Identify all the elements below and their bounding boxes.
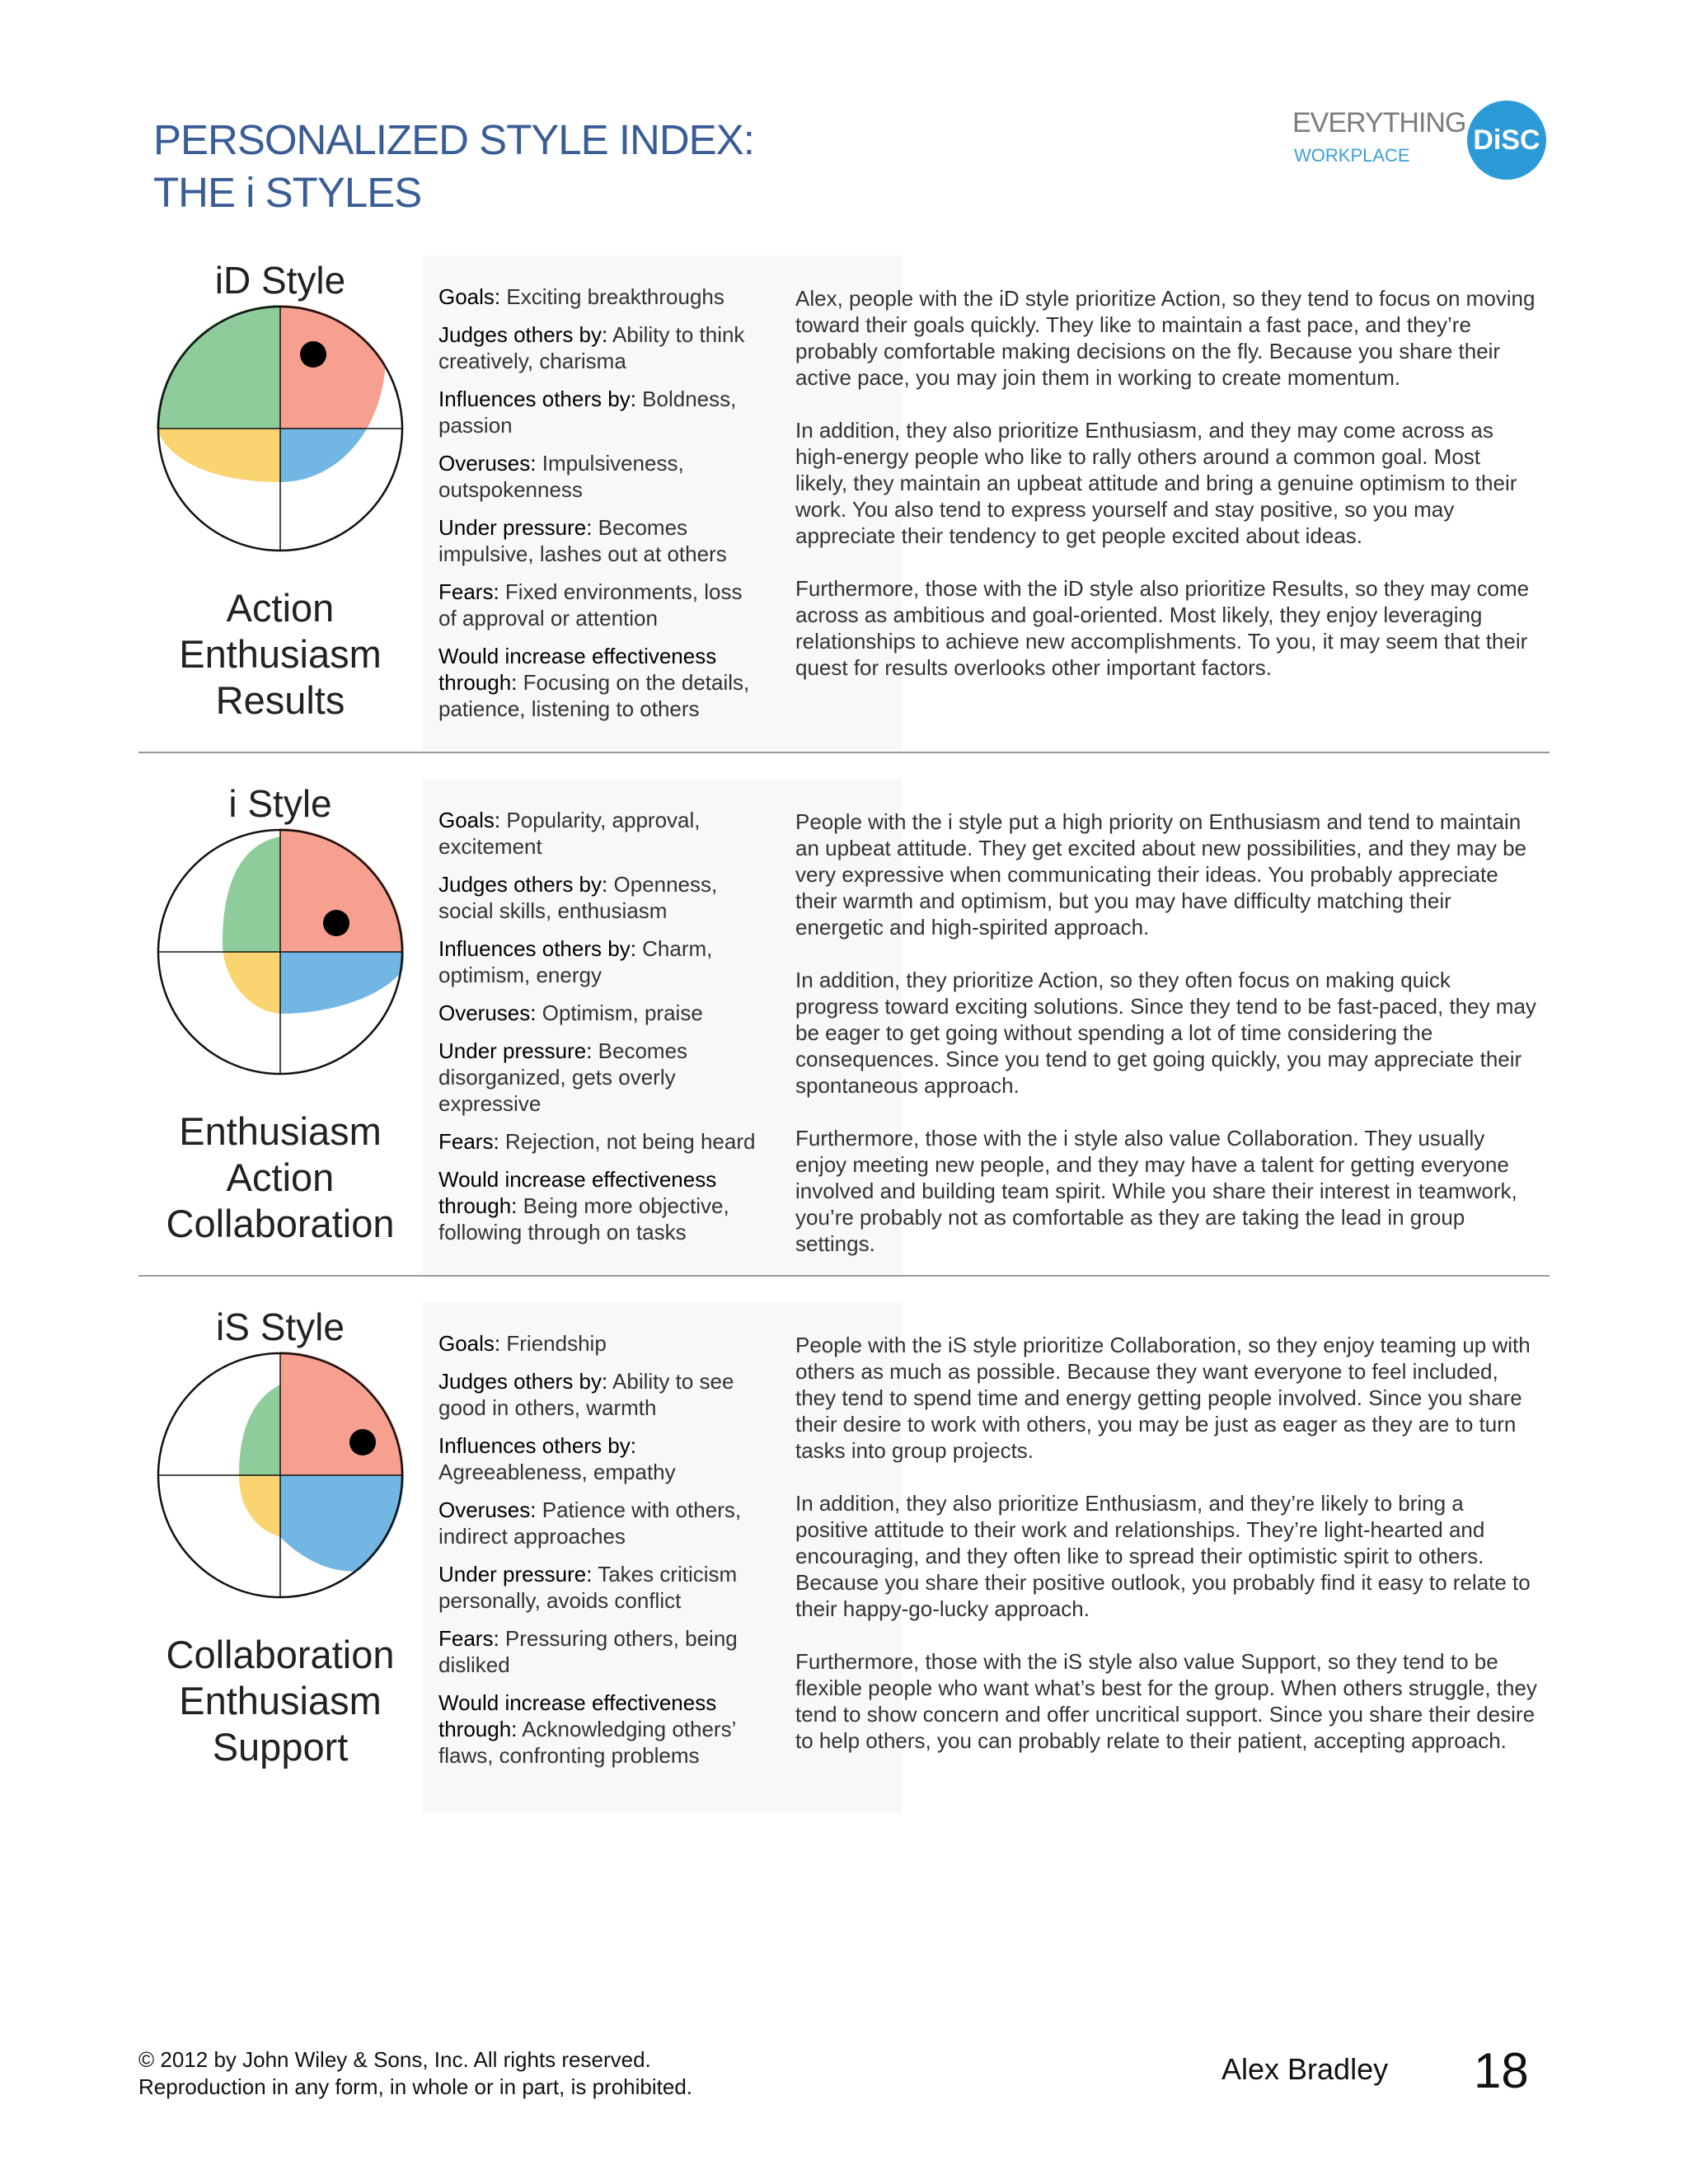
page-number: 18	[1474, 2043, 1529, 2098]
page-title	[153, 114, 754, 219]
description-paragraph: Furthermore, those with the i style also value Collaboration. They usually enjoy meeting new people, and they may have a talent for getting everyone involved and building team spirit. While you share their interest in teamwork, you’re probably not as comfortable as they are taking the lead in group settings.	[795, 1126, 1517, 1256]
section-divider	[138, 752, 1550, 753]
report-owner-name: Alex Bradley	[1221, 2052, 1389, 2086]
priority-list	[138, 1632, 422, 1770]
style-name: i Style	[228, 782, 332, 825]
priority-item: Enthusiasm	[179, 1109, 382, 1153]
attribute-overuses: Overuses: Optimism, praise	[438, 1001, 703, 1025]
attribute-influences: Influences others by: Charm, optimism, energy	[438, 936, 713, 987]
description-paragraph: People with the iS style prioritize Collaboration, so they enjoy teaming up with others as much as possible. Because they want everyone to feel included, they tend to spend time and energy getting people involved. Since you share their desire to work with others, you may be just as eager as they are to turn tasks into group projects.	[795, 1333, 1531, 1463]
attribute-effectiveness: Would increase effectiveness through: Focusing on the details, patience, listening to others	[438, 644, 750, 721]
description-paragraph: In addition, they prioritize Action, so they often focus on making quick progress toward exciting solutions. Since they tend to be fast-paced, they may be eager to get going without spending a lot of time considering the consequences. Since you tend to get going quickly, you may appreciate their spontaneous approach.	[795, 968, 1536, 1098]
style-description	[795, 285, 1537, 707]
copyright-notice	[138, 2046, 692, 2101]
style-section-i	[138, 779, 1550, 1273]
page-title-line2: THE i STYLES	[153, 169, 422, 216]
description-paragraph: Furthermore, those with the iD style also prioritize Results, so they may come across as ambitious and goal-oriented. Most likely, they enjoy leveraging relationships to achieve new accomplishments. To you, it may seem that their quest for results overlooks other important factors.	[795, 576, 1530, 680]
description-paragraph: In addition, they also prioritize Enthusiasm, and they’re likely to bring a positive attitude to their work and relationships. They’re light-hearted and encouraging, and they often like to spread their optimistic spirit to others. Because you share their positive outlook, you probably find it easy to relate to their happy-go-lucky approach.	[795, 1491, 1531, 1621]
style-summary	[138, 1302, 422, 1813]
priority-item: Enthusiasm	[179, 1679, 382, 1722]
priority-item: Enthusiasm	[179, 632, 382, 676]
style-section-is	[138, 1302, 1550, 1813]
attribute-under-pressure: Under pressure: Becomes impulsive, lashes out at others	[438, 515, 727, 566]
disc-dial-icon	[157, 1352, 404, 1599]
dial-dot	[323, 910, 349, 936]
disc-dial-icon	[157, 305, 404, 552]
description-paragraph: In addition, they also prioritize Enthusiasm, and they may come across as high-energy people who like to rally others around a common goal. Most likely, they maintain an upbeat attitude and bring a genuine optimism to their work. You also tend to express yourself and stay positive, so you may appreciate their tendency to get people excited about ideas.	[795, 418, 1517, 548]
style-name: iS Style	[216, 1305, 345, 1348]
attribute-effectiveness: Would increase effectiveness through: Acknowledging others’ flaws, confronting problems	[438, 1690, 736, 1768]
attribute-overuses: Overuses: Impulsiveness, outspokenness	[438, 451, 684, 502]
copyright-line: Reproduction in any form, in whole or in part, is prohibited.	[138, 2074, 693, 2099]
attribute-judges: Judges others by: Openness, social skills, enthusiasm	[438, 872, 718, 923]
priority-item: Collaboration	[166, 1633, 395, 1676]
disc-dial-icon	[157, 828, 404, 1076]
copyright-line: © 2012 by John Wiley & Sons, Inc. All rights reserved.	[138, 2047, 651, 2072]
attribute-fears: Fears: Pressuring others, being disliked	[438, 1626, 738, 1677]
description-paragraph: People with the i style put a high priority on Enthusiasm and tend to maintain an upbeat attitude. They get excited about new possibilities, and they may be very expressive when communicating their ideas. You probably appreciate their warmth and optimism, but you may have difficulty matching their energetic and high-spirited approach.	[795, 809, 1526, 940]
priority-item: Action	[226, 586, 335, 630]
style-summary	[138, 779, 422, 1273]
attribute-influences: Influences others by: Boldness, passion	[438, 387, 737, 438]
attribute-under-pressure: Under pressure: Takes criticism personally, avoids conflict	[438, 1562, 738, 1613]
section-divider	[138, 1275, 1550, 1277]
logo-text: EVERYTHING	[1292, 107, 1466, 138]
attribute-fears: Fears: Rejection, not being heard	[438, 1129, 756, 1154]
attribute-influences: Influences others by: Agreeableness, empathy	[438, 1433, 676, 1484]
priority-list	[138, 1108, 422, 1247]
description-paragraph: Furthermore, those with the iS style also value Support, so they tend to be flexible people who want what’s best for the group. When others struggle, they tend to show concern and offer uncritical support. Since you share their desire to help others, you can probably relate to their patient, accepting approach.	[795, 1649, 1537, 1753]
attribute-goals: Goals: Friendship	[438, 1331, 607, 1356]
priority-item: Action	[226, 1155, 335, 1199]
attribute-fears: Fears: Fixed environments, loss of approval or attention	[438, 579, 743, 630]
style-description	[795, 1332, 1537, 1780]
attribute-judges: Judges others by: Ability to see good in others, warmth	[438, 1369, 734, 1420]
logo-subtext: WORKPLACE	[1294, 145, 1410, 166]
style-section-id	[138, 255, 1550, 750]
attribute-effectiveness: Would increase effectiveness through: Being more objective, following through on tasks	[438, 1167, 729, 1244]
style-summary	[138, 255, 422, 750]
attribute-overuses: Overuses: Patience with others, indirect approaches	[438, 1497, 742, 1549]
priority-item: Results	[215, 678, 345, 722]
logo-disc-badge: DiSC	[1467, 101, 1546, 180]
description-paragraph: Alex, people with the iD style prioritize Action, so they tend to focus on moving toward their goals quickly. They like to maintain a fast pace, and they’re probably comfortable making decisions on the fly. Because you share their active pace, you may join them in working to create momentum.	[795, 286, 1536, 390]
attribute-under-pressure: Under pressure: Becomes disorganized, gets overly expressive	[438, 1038, 688, 1116]
dial-dot	[349, 1429, 376, 1455]
dial-dot	[300, 341, 326, 368]
style-name: iD Style	[214, 259, 346, 302]
priority-item: Support	[212, 1725, 349, 1769]
attribute-goals: Goals: Exciting breakthroughs	[438, 284, 724, 309]
everything-disc-logo	[1286, 101, 1558, 175]
attribute-judges: Judges others by: Ability to think creatively, charisma	[438, 322, 745, 373]
style-description	[795, 808, 1537, 1283]
attribute-goals: Goals: Popularity, approval, excitement	[438, 808, 701, 859]
priority-list	[138, 585, 422, 724]
page-title-line1: PERSONALIZED STYLE INDEX:	[153, 116, 754, 163]
priority-item: Collaboration	[166, 1202, 395, 1245]
